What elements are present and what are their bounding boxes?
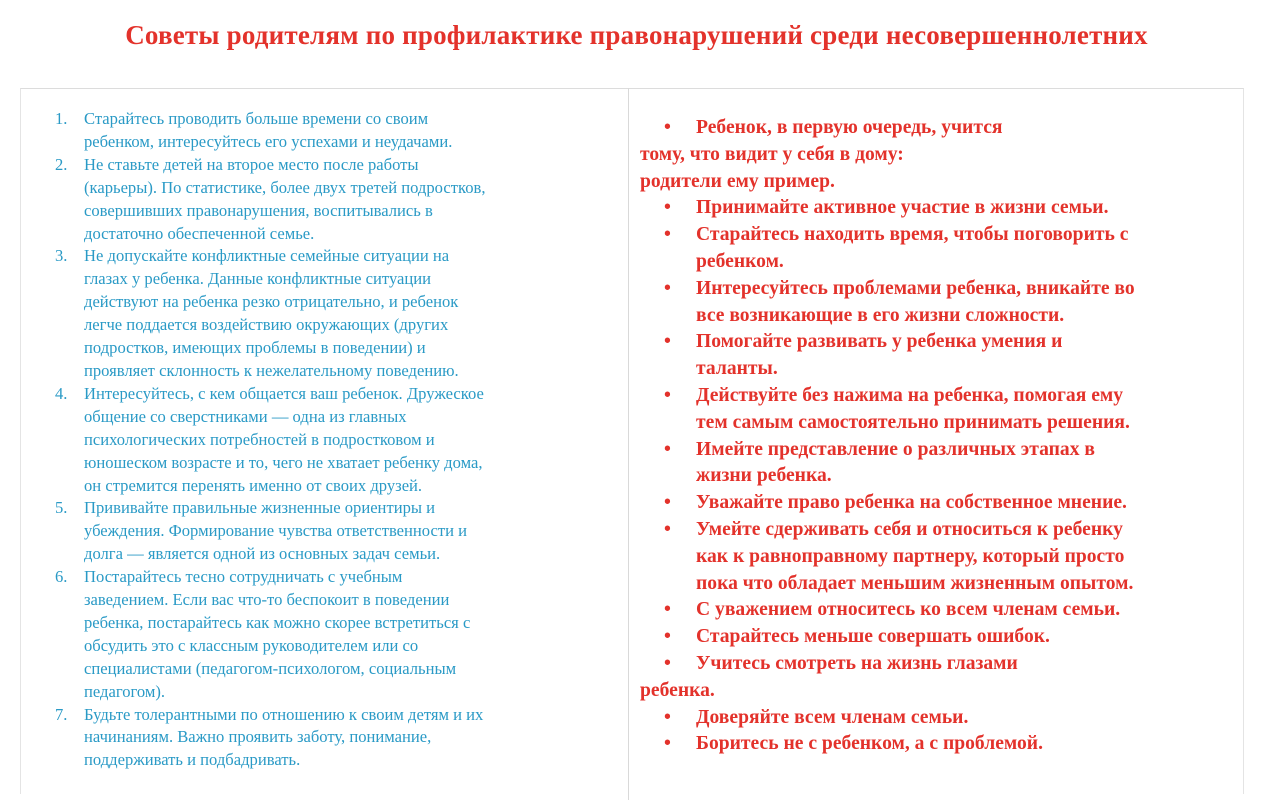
bulleted-tips-list-end — [640, 705, 1240, 759]
bullet-tip-item — [640, 731, 1240, 758]
intro-item — [640, 115, 1240, 142]
bullet-icon: • — [664, 706, 671, 728]
bullet-tip-text-line: Боритесь не с ребенком, а с проблемой. — [696, 733, 1043, 755]
bullet-tip-item — [640, 222, 1240, 276]
tip-text-line: Интересуйтесь, с кем общается ваш ребенок. Дружеское — [84, 383, 484, 403]
bullet-tip-item — [640, 597, 1240, 624]
tip-number: 4. — [55, 383, 68, 403]
bullet-icon: • — [664, 197, 671, 219]
bullet-tip-text-line: Помогайте развивать у ребенка умения и — [696, 331, 1063, 353]
bullet-tip-item — [640, 624, 1240, 651]
tip-text-line: Постарайтесь тесно сотрудничать с учебным — [84, 567, 403, 587]
tip-text-line: совершивших правонарушения, воспитывались в — [84, 200, 433, 220]
bullet-icon: • — [664, 117, 671, 138]
bullet-tip-item — [640, 383, 1240, 437]
bullet-tip-item — [640, 490, 1240, 517]
tip-text-line: Старайтесь проводить больше времени со своим — [84, 109, 429, 128]
tip-text-line: Не допускайте конфликтные семейные ситуации на — [84, 246, 450, 266]
left-tips-column — [40, 108, 620, 772]
tip-text-line: подростков, имеющих проблемы в поведении) и — [84, 338, 426, 358]
tip-text-line: Будьте толерантными по отношению к своим детям и их — [84, 704, 484, 724]
tip-text-line: он стремится перенять именно от своих друзей. — [84, 475, 423, 495]
tip-text-line: обсудить это с классным руководителем или со — [84, 635, 419, 655]
tip-text-line: проявляет склонность к нежелательному поведению. — [84, 360, 459, 380]
bullet-tip-text-line: С уважением относитесь ко всем членам семьи. — [696, 599, 1121, 621]
tip-item — [40, 566, 620, 703]
outro-item — [640, 651, 1240, 678]
tip-text-line: долга — является одной из основных задач семьи. — [84, 544, 441, 564]
bullet-tip-text-line: ребенком. — [696, 250, 784, 272]
bulleted-tips-list — [640, 195, 1240, 651]
tip-item — [40, 383, 620, 498]
bullet-tip-text-line: жизни ребенка. — [696, 465, 832, 487]
bullet-icon: • — [664, 331, 671, 353]
tip-text-line: убеждения. Формирование чувства ответственности и — [84, 521, 468, 541]
bullet-icon: • — [664, 626, 671, 648]
bullet-tip-item — [640, 517, 1240, 597]
intro-line: тому, что видит у себя в дому: — [640, 143, 904, 165]
tip-item — [40, 245, 620, 382]
tip-item — [40, 108, 620, 154]
tip-number: 2. — [55, 154, 68, 174]
tip-text-line: (карьеры). По статистике, более двух третей подростков, — [84, 177, 486, 197]
bullet-tip-item — [640, 437, 1240, 491]
tip-number: 3. — [55, 246, 68, 266]
tip-text-line: психологических потребностей в подростковом и — [84, 429, 435, 449]
bullet-icon: • — [664, 599, 671, 621]
tip-text-line: Прививайте правильные жизненные ориентиры и — [84, 498, 436, 518]
intro-line: родители ему пример. — [640, 170, 835, 192]
tip-text-line: начинаниям. Важно проявить заботу, понимание, — [84, 727, 432, 747]
tip-text-line: глазах у ребенка. Данные конфликтные ситуации — [84, 269, 432, 289]
tip-number: 6. — [55, 567, 68, 587]
tip-text-line: специалистами (педагогом-психологом, социальным — [84, 658, 457, 678]
tip-item — [40, 704, 620, 773]
bullet-tip-text-line: пока что обладает меньшим жизненным опытом. — [696, 572, 1134, 594]
bullet-tip-text-line: Имейте представление о различных этапах в — [696, 438, 1095, 460]
tip-text-line: общение со сверстниками — одна из главных — [84, 406, 407, 426]
bullet-icon: • — [664, 224, 671, 246]
bullet-tip-item — [640, 276, 1240, 330]
bullet-tip-item — [640, 195, 1240, 222]
numbered-tips-list — [40, 108, 620, 772]
bullet-icon: • — [664, 492, 671, 514]
bullet-tip-text-line: Действуйте без нажима на ребенка, помогая ему — [696, 384, 1124, 406]
bullet-tip-text-line: Умейте сдерживать себя и относиться к ребенку — [696, 518, 1123, 540]
bullet-icon: • — [664, 652, 671, 674]
bullet-tip-text-line: тем самым самостоятельно принимать решения. — [696, 411, 1130, 433]
tip-text-line: ребенка, постарайтесь как можно скорее встретиться с — [84, 612, 471, 632]
intro-first-line: Ребенок, в первую очередь, учится — [696, 117, 1003, 138]
tip-number: 7. — [55, 704, 68, 724]
tip-number: 1. — [55, 109, 68, 128]
tip-text-line: Не ставьте детей на второе место после работы — [84, 154, 419, 174]
tip-number: 5. — [55, 498, 68, 518]
tip-text-line: ребенком, интересуйтесь его успехами и неудачами. — [84, 131, 453, 151]
tip-text-line: педагогом). — [84, 681, 166, 701]
bullet-tip-text-line: как к равноправному партнеру, который просто — [696, 545, 1125, 567]
tip-text-line: легче поддается воздействию окружающих (других — [84, 315, 449, 335]
bullet-tip-text-line: Доверяйте всем членам семьи. — [696, 706, 969, 728]
tip-text-line: юношеском возрасте и то, чего не хватает ребенку дома, — [84, 452, 483, 472]
bullet-icon: • — [664, 518, 671, 540]
outro-line: ребенка. — [640, 679, 715, 701]
bullet-tip-text-line: таланты. — [696, 358, 778, 380]
bullet-tip-text-line: Принимайте активное участие в жизни семьи. — [696, 197, 1109, 219]
bullet-tip-item — [640, 329, 1240, 383]
tip-text-line: достаточно обеспеченной семье. — [84, 223, 315, 243]
bullet-tip-text-line: все возникающие в его жизни сложности. — [696, 304, 1065, 326]
bullet-icon: • — [664, 438, 671, 460]
tip-text-line: действуют на ребенка резко отрицательно, и ребенок — [84, 292, 459, 312]
bullet-tip-text-line: Интересуйтесь проблемами ребенка, вникайте во — [696, 277, 1135, 299]
bullet-icon: • — [664, 733, 671, 755]
outro-first-line: Учитесь смотреть на жизнь глазами — [696, 652, 1018, 674]
bullet-tip-item — [640, 705, 1240, 732]
tip-text-line: поддерживать и подбадривать. — [84, 750, 301, 770]
tip-item — [40, 497, 620, 566]
right-tips-column — [640, 115, 1240, 758]
column-divider — [628, 88, 629, 800]
bullet-icon: • — [664, 277, 671, 299]
bullet-icon: • — [664, 384, 671, 406]
bullet-tip-text-line: Старайтесь находить время, чтобы поговорить с — [696, 224, 1129, 246]
tip-item — [40, 154, 620, 246]
tip-text-line: заведением. Если вас что-то беспокоит в поведении — [84, 590, 450, 610]
bullet-tip-text-line: Уважайте право ребенка на собственное мнение. — [696, 492, 1127, 514]
bullet-tip-text-line: Старайтесь меньше совершать ошибок. — [696, 626, 1050, 648]
page-title: Советы родителям по профилактике правонарушений среди несовершеннолетних — [125, 20, 1148, 50]
